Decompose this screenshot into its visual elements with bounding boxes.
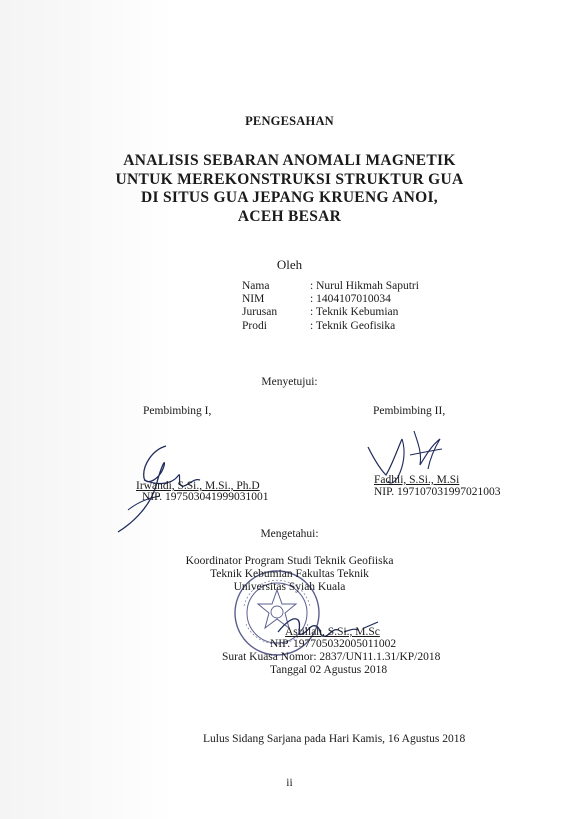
supervisor2-nip: NIP. 197107031997021003 [374,486,501,498]
coordinator-name: Asrillah, S.Si., M.Sc [285,626,380,638]
info-label: Prodi [242,319,267,332]
supervisor1-role: Pembimbing I, [143,405,212,417]
info-row-prodi [242,320,419,333]
supervisor1-name: Irwandi, S.Si., M.Si., Ph.D [136,480,260,492]
page-number: ii [286,777,293,789]
title-line: UNTUK MEREKONSTRUKSI STRUKTUR GUA [115,170,464,188]
title-line: ACEH BESAR [237,207,342,225]
oleh-label: Oleh [276,257,303,272]
info-value: : Teknik Geofisika [310,319,396,332]
coordinator-nip: NIP. 197705032005011002 [270,638,397,650]
mengetahui-label: Mengetahui: [260,528,319,540]
supervisor2-name: Fadhli, S.Si., M.Si [374,474,460,486]
info-label: Nama [242,280,270,292]
title-line: DI SITUS GUA JEPANG KRUENG ANOI, [141,189,438,206]
info-row-nim [242,293,419,306]
info-row-jurusan [242,306,419,319]
coordinator-line1: Koordinator Program Studi Teknik Geofiiska [185,555,394,567]
title-line: ANALISIS SEBARAN ANOMALI MAGNETIK [123,152,456,169]
page-heading: PENGESAHAN [245,114,334,128]
student-info [242,280,419,333]
thesis-title [0,152,579,226]
coordinator-line3: Universitas Syiah Kuala [233,581,346,593]
info-value: : Teknik Kebumian [310,306,399,319]
graduation-statement: Lulus Sidang Sarjana pada Hari Kamis, 16 Agustus 2018 [203,733,466,745]
supervisor1-nip: NIP. 197503041999031001 [142,491,269,503]
info-label: NIM [242,293,265,306]
menyetujui-label: Menyetujui: [261,376,318,388]
info-value: : 1404107010034 [310,293,391,306]
coordinator-line2: Teknik Kebumian Fakultas Teknik [210,568,369,580]
tanggal: Tanggal 02 Agustus 2018 [270,664,388,676]
supervisor2-role: Pembimbing II, [373,405,446,417]
info-value: : Nurul Hikmah Saputri [310,280,419,292]
info-row-nama [242,280,419,293]
surat-kuasa: Surat Kuasa Nomor: 2837/UN11.1.31/KP/2018 [222,651,441,663]
info-label: Jurusan [242,306,278,319]
